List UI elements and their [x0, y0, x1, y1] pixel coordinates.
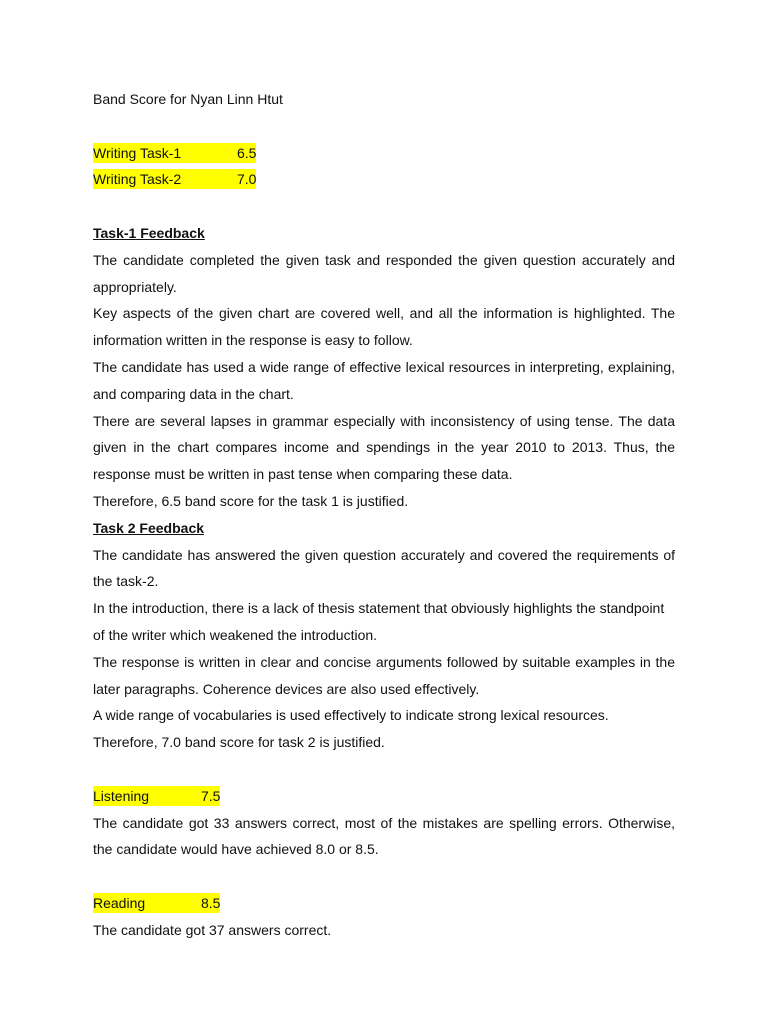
score-label: Writing Task-1 — [93, 144, 182, 161]
score-label: Listening — [93, 787, 150, 804]
reading-score — [93, 890, 675, 917]
task2-paragraph: Therefore, 7.0 band score for task 2 is justified. — [93, 734, 385, 751]
score-value: 8.5 — [201, 894, 221, 911]
listening-highlight — [93, 786, 220, 806]
reading-feedback: The candidate got 37 answers correct. — [93, 921, 332, 938]
writing-task-1-score — [93, 140, 675, 167]
score-value: 6.5 — [237, 144, 257, 161]
task2-paragraph: The response is written in clear and concise arguments followed by suitable examples in the later paragraphs. Coherence devices are also used effectively. — [93, 653, 675, 697]
reading-highlight — [93, 893, 220, 913]
score-value: 7.5 — [201, 787, 221, 804]
score-label: Writing Task-2 — [93, 171, 182, 188]
writing-task-2-score — [93, 166, 675, 193]
task1-paragraph: Key aspects of the given chart are covered well, and all the information is highlighted. The information written in the response is easy to follow. — [93, 305, 675, 349]
spacer — [93, 193, 675, 220]
score-label: Reading — [93, 894, 146, 911]
writing-task-2-highlight — [93, 169, 256, 189]
task2-paragraph: The candidate has answered the given question accurately and covered the requirements of the task-2. — [93, 546, 675, 590]
spacer — [93, 113, 675, 140]
listening-score — [93, 783, 675, 810]
task1-heading: Task-1 Feedback — [93, 224, 205, 241]
task1-paragraph: The candidate completed the given task and responded the given question accurately and appropriately. — [93, 251, 675, 295]
document-title: Band Score for Nyan Linn Htut — [93, 91, 283, 107]
task2-paragraph: In the introduction, there is a lack of thesis statement that obviously highlights the standpoint of the writer which weakened the introduction. — [93, 600, 665, 643]
writing-task-1-highlight — [93, 143, 256, 163]
task2-paragraph: A wide range of vocabularies is used effectively to indicate strong lexical resources. — [93, 707, 609, 724]
task1-paragraph: Therefore, 6.5 band score for the task 1 is justified. — [93, 492, 409, 509]
listening-feedback: The candidate got 33 answers correct, most of the mistakes are spelling errors. Otherwise, the candidate would have achieved 8.0 or 8.5. — [93, 814, 675, 858]
spacer — [93, 863, 675, 890]
score-value: 7.0 — [237, 171, 257, 188]
task2-heading: Task 2 Feedback — [93, 519, 205, 536]
task1-paragraph: There are several lapses in grammar especially with inconsistency of using tense. The data given in the chart compares income and spendings in the year 2010 to 2013. Thus, the response must be written in past tense when comparing these data. — [93, 412, 675, 483]
task1-paragraph: The candidate has used a wide range of effective lexical resources in interpreting, explaining, and comparing data in the chart. — [93, 358, 675, 402]
spacer — [93, 756, 675, 783]
